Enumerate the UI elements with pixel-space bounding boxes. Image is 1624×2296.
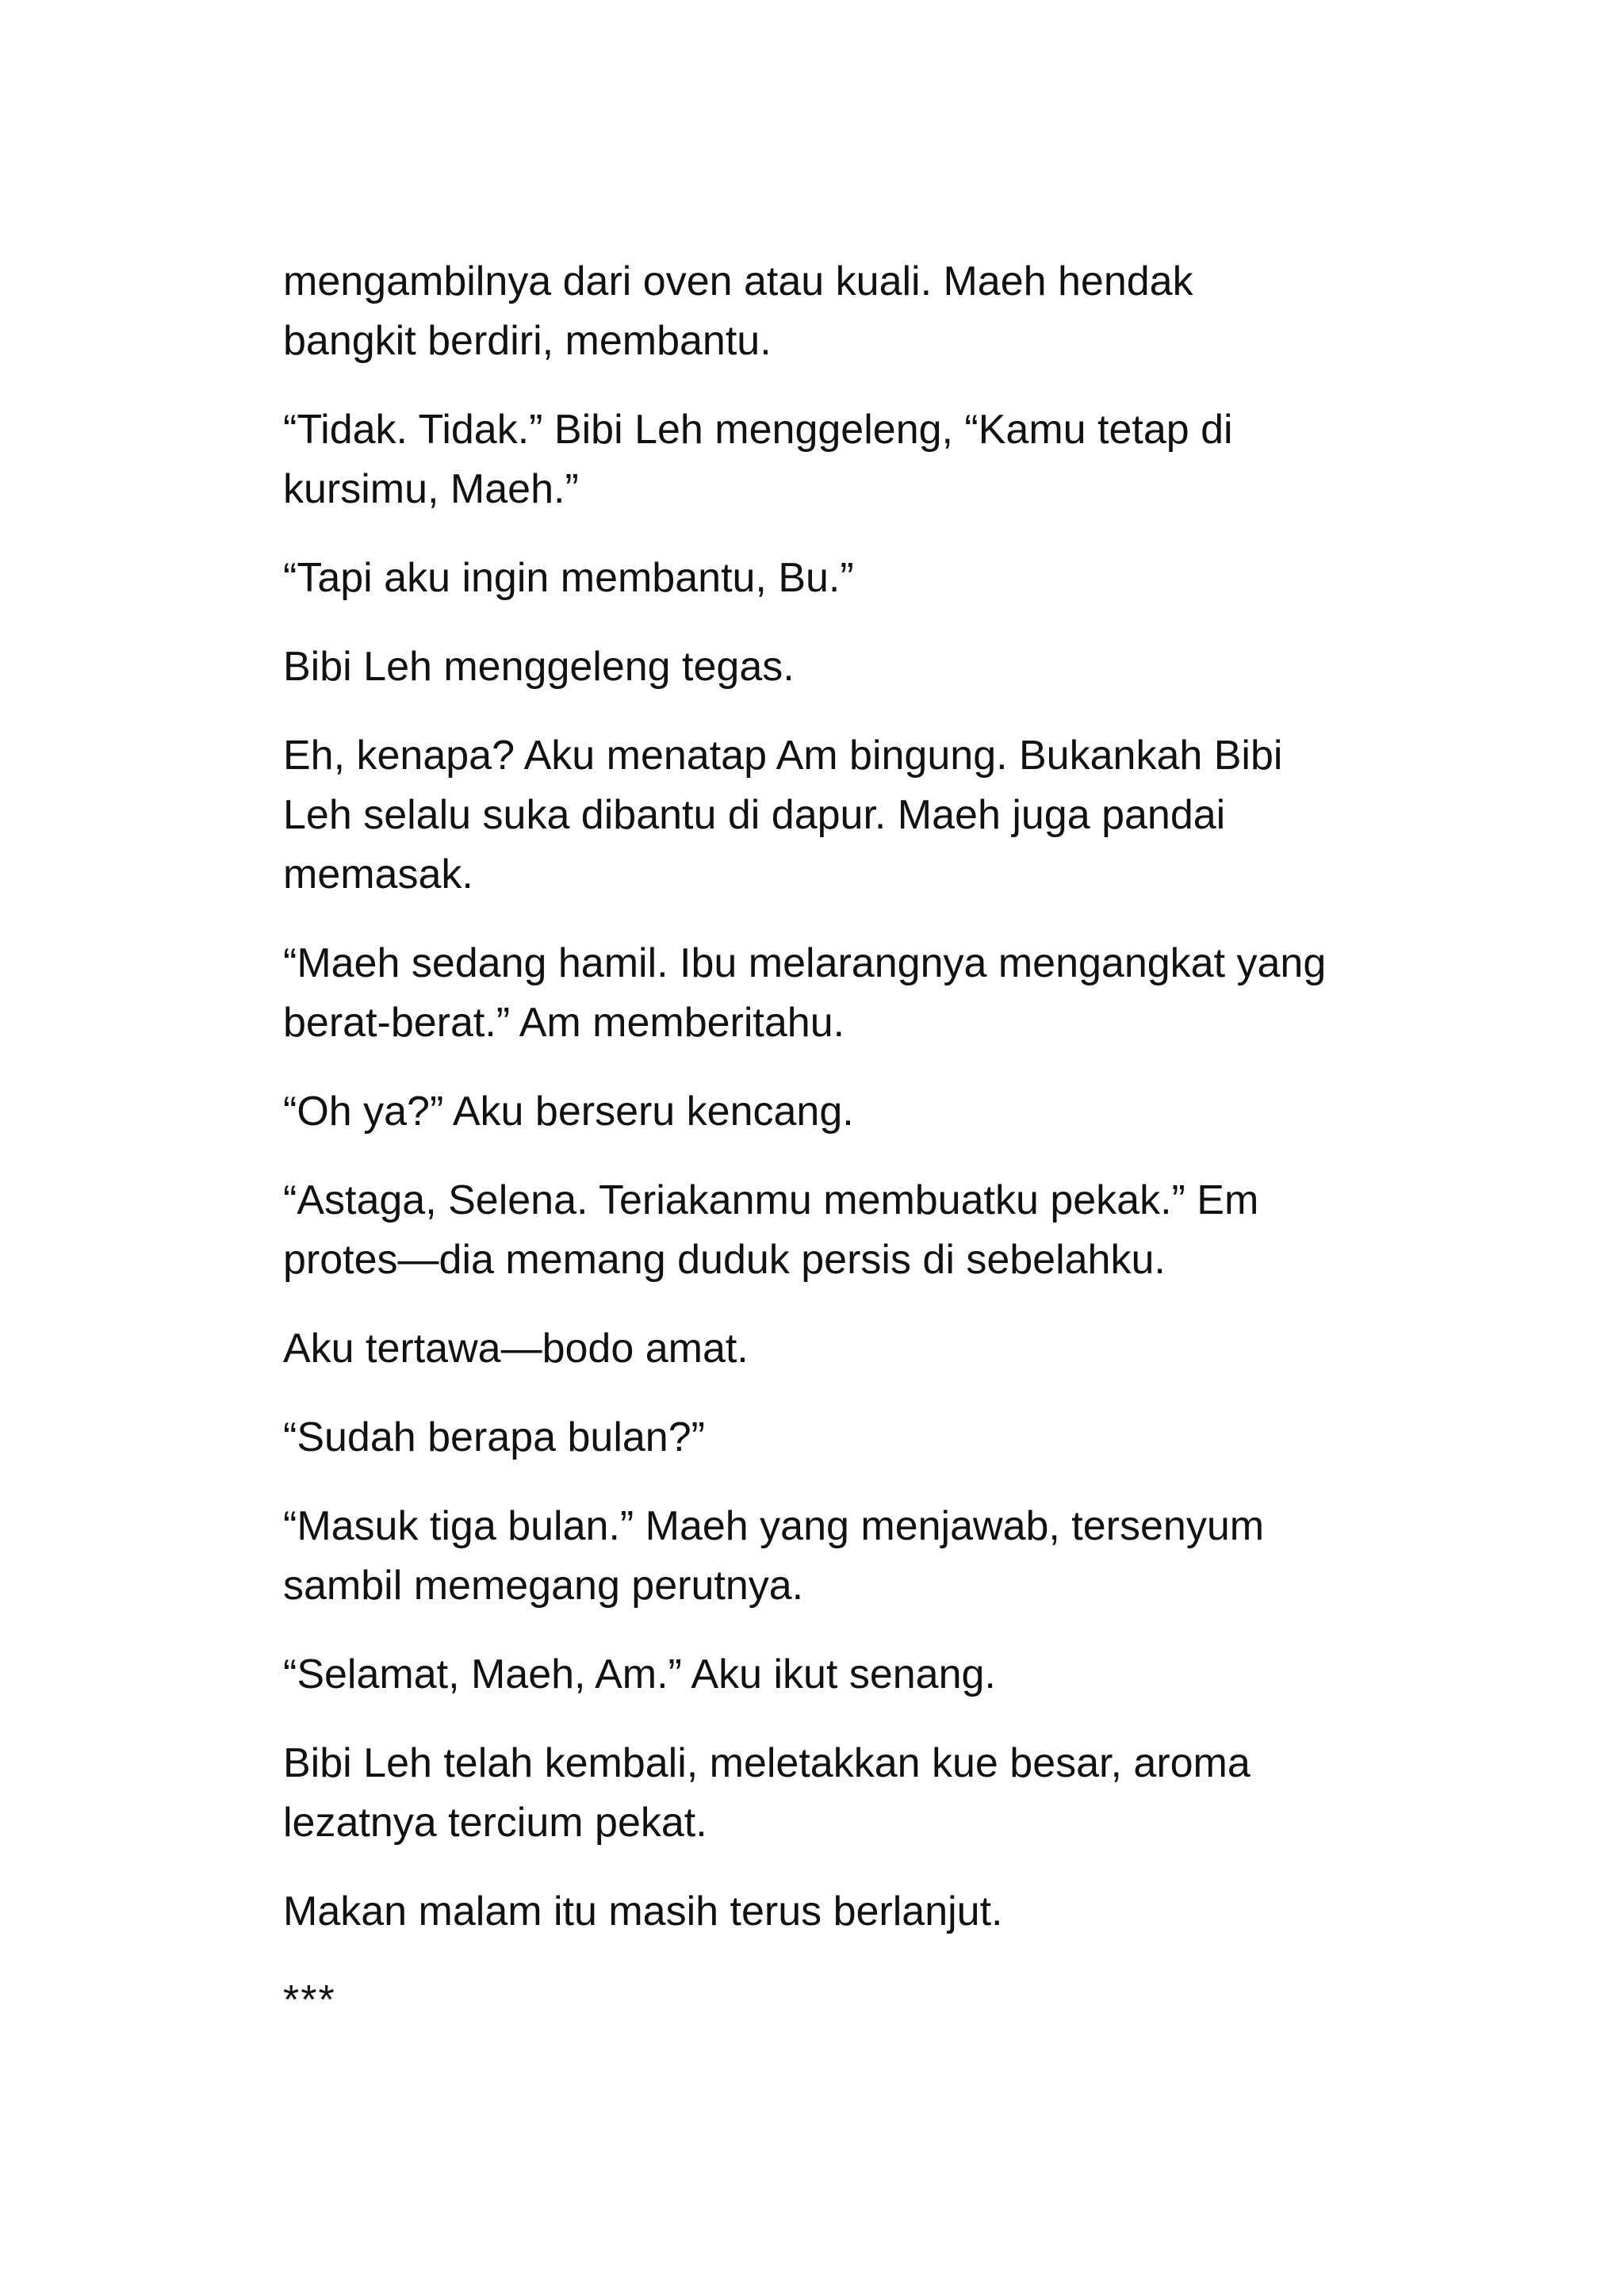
paragraph: “Maeh sedang hamil. Ibu melarangnya mengangkat yang berat-berat.” Am memberitahu.: [283, 940, 1327, 1046]
paragraph: “Oh ya?” Aku berseru kencang.: [283, 1089, 854, 1135]
paragraph: “Masuk tiga bulan.” Maeh yang menjawab, tersenyum sambil memegang perutnya.: [283, 1503, 1265, 1609]
paragraph: Makan malam itu masih terus berlanjut.: [283, 1888, 1003, 1934]
paragraph: “Sudah berapa bulan?”: [283, 1414, 705, 1460]
paragraph: Bibi Leh telah kembali, meletakkan kue besar, aroma lezatnya tercium pekat.: [283, 1740, 1251, 1846]
paragraph: Aku tertawa—bodo amat.: [283, 1326, 749, 1372]
paragraph: Eh, kenapa? Aku menatap Am bingung. Bukankah Bibi Leh selalu suka dibantu di dapur. Maeh juga pandai memasak.: [283, 733, 1283, 897]
paragraph: mengambilnya dari oven atau kuali. Maeh hendak bangkit berdiri, membantu.: [283, 258, 1193, 364]
paragraph: “Selamat, Maeh, Am.” Aku ikut senang.: [283, 1651, 996, 1697]
paragraph: “Tidak. Tidak.” Bibi Leh menggeleng, “Kamu tetap di kursimu, Maeh.”: [283, 407, 1233, 512]
paragraph: “Astaga, Selena. Teriakanmu membuatku pekak.” Em protes—dia memang duduk persis di sebelahku.: [283, 1177, 1259, 1283]
paragraph: “Tapi aku ingin membantu, Bu.”: [283, 555, 854, 601]
scene-break: ***: [283, 1977, 336, 2023]
story-text: [283, 252, 1409, 2060]
paragraph: Bibi Leh menggeleng tegas.: [283, 644, 795, 690]
